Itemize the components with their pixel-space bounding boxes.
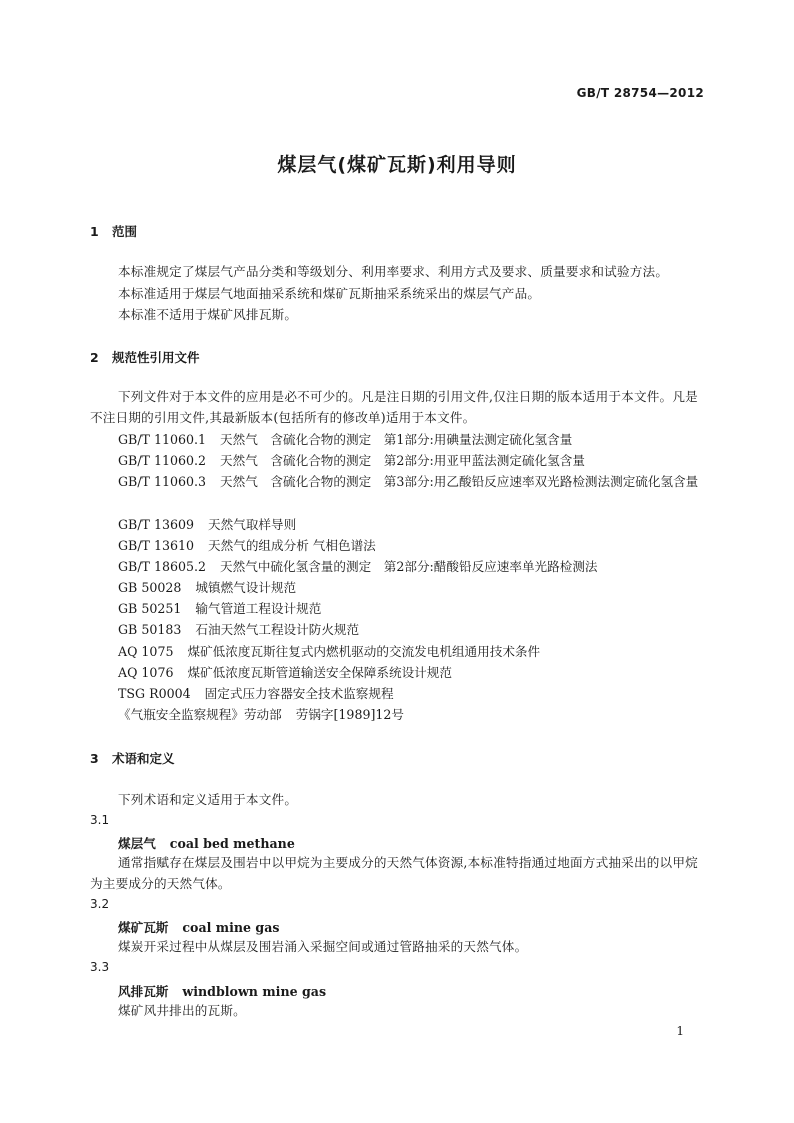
reference-code: AQ 1076 [118, 665, 174, 680]
term-english: windblown mine gas [182, 984, 327, 999]
paragraph: 本标准适用于煤层气地面抽采系统和煤矿瓦斯抽采系统采出的煤层气产品。 [118, 286, 541, 301]
paragraph: 本标准规定了煤层气产品分类和等级划分、利用率要求、利用方式及要求、质量要求和试验方法。 [118, 264, 669, 279]
reference-title: 煤矿低浓度瓦斯往复式内燃机驱动的交流发电机组通用技术条件 [187, 644, 541, 659]
reference-code: TSG R0004 [118, 686, 191, 701]
reference-item [118, 450, 585, 471]
reference-code: GB/T 18605.2 [118, 559, 207, 574]
reference-code: GB 50183 [118, 622, 182, 637]
paragraph: 本标准不适用于煤矿风排瓦斯。 [118, 307, 298, 322]
section-number: 2 [90, 350, 99, 365]
reference-title: 劳锅字[1989]12号 [295, 707, 404, 722]
reference-code: AQ 1075 [118, 644, 174, 659]
reference-code: GB/T 11060.3 [118, 474, 207, 489]
section-title: 术语和定义 [112, 751, 175, 766]
reference-title: 天然气的组成分析 气相色谱法 [208, 538, 376, 553]
paragraph: 下列术语和定义适用于本文件。 [118, 792, 298, 807]
term-chinese: 煤矿瓦斯 [118, 920, 169, 935]
reference-item [118, 577, 296, 598]
reference-code: 《气瓶安全监察规程》劳动部 [118, 707, 282, 722]
reference-item [118, 429, 572, 450]
standard-code: GB/T 28754—2012 [576, 86, 704, 100]
term-english: coal mine gas [182, 920, 280, 935]
reference-item [118, 704, 404, 725]
reference-code: GB 50028 [118, 580, 182, 595]
reference-code: GB/T 13609 [118, 517, 195, 532]
reference-item [118, 514, 296, 535]
reference-item [90, 471, 706, 492]
term-number: 3.2 [90, 897, 110, 911]
reference-item [118, 662, 452, 683]
reference-item [118, 598, 321, 619]
reference-item [118, 619, 359, 640]
paragraph: 下列文件对于本文件的应用是必不可少的。凡是注日期的引用文件,仅注日期的版本适用于本文件。凡是不注日期的引用文件,其最新版本(包括所有的修改单)适用于本文件。 [90, 389, 698, 425]
reference-title: 天然气 含硫化合物的测定 第2部分:用亚甲蓝法测定硫化氢含量 [220, 453, 585, 468]
term-english: coal bed methane [169, 836, 295, 851]
reference-title: 石油天然气工程设计防火规范 [195, 622, 360, 637]
term-number: 3.3 [90, 960, 110, 974]
section-title: 范围 [112, 224, 138, 239]
term-definition: 煤炭开采过程中从煤层及围岩涌入采掘空间或通过管路抽采的天然气体。 [118, 939, 528, 954]
reference-code: GB/T 11060.2 [118, 453, 207, 468]
term-chinese: 风排瓦斯 [118, 984, 169, 999]
section-2-heading [90, 348, 200, 366]
reference-item [118, 556, 598, 577]
reference-title: 天然气 含硫化合物的测定 第3部分:用乙酸铅反应速率双光路检测法测定硫化氢含量 [220, 474, 699, 489]
section-3-heading [90, 749, 175, 767]
reference-title: 煤矿低浓度瓦斯管道输送安全保障系统设计规范 [187, 665, 452, 680]
reference-title: 城镇燃气设计规范 [195, 580, 297, 595]
section-title: 规范性引用文件 [112, 350, 200, 365]
page-number: 1 [676, 1024, 684, 1038]
reference-title: 天然气中硫化氢含量的测定 第2部分:醋酸铅反应速率单光路检测法 [220, 559, 598, 574]
reference-title: 输气管道工程设计规范 [195, 601, 322, 616]
term-definition: 通常指赋存在煤层及围岩中以甲烷为主要成分的天然气体资源,本标准特指通过地面方式抽采出的以甲烷为主要成分的天然气体。 [90, 855, 698, 891]
reference-title: 天然气取样导则 [208, 517, 297, 532]
reference-item [118, 641, 540, 662]
term-heading [118, 917, 280, 936]
reference-title: 固定式压力容器安全技术监察规程 [204, 686, 394, 701]
section-number: 3 [90, 751, 99, 766]
term-heading [118, 981, 326, 1000]
reference-code: GB/T 11060.1 [118, 432, 207, 447]
term-number: 3.1 [90, 813, 110, 827]
term-definition: 煤矿风井排出的瓦斯。 [118, 1003, 246, 1018]
reference-item [118, 535, 376, 556]
reference-code: GB/T 13610 [118, 538, 195, 553]
reference-title: 天然气 含硫化合物的测定 第1部分:用碘量法测定硫化氢含量 [220, 432, 573, 447]
term-chinese: 煤层气 [118, 836, 156, 851]
section-number: 1 [90, 224, 99, 239]
reference-code: GB 50251 [118, 601, 182, 616]
reference-item [118, 683, 394, 704]
term-heading [118, 833, 295, 852]
section-1-heading [90, 222, 137, 240]
document-title: 煤层气(煤矿瓦斯)利用导则 [277, 154, 517, 176]
